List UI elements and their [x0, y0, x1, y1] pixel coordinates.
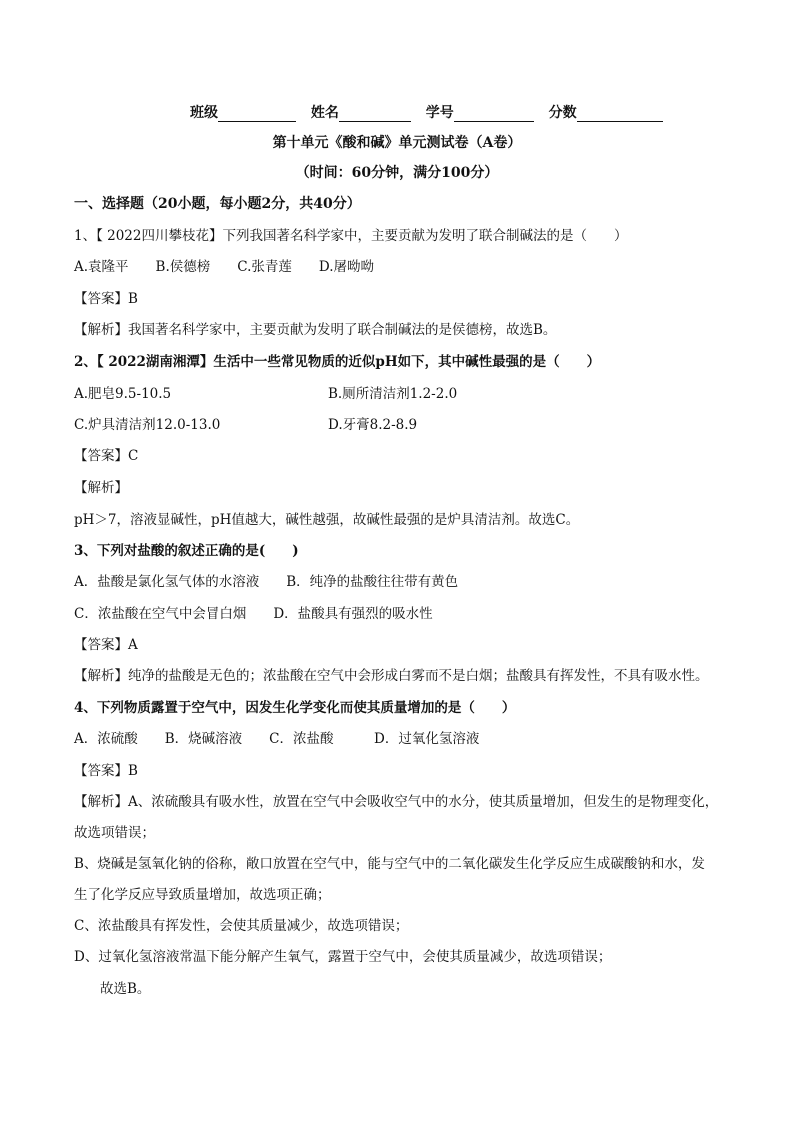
q2-answer: 【答案】C [74, 448, 139, 464]
q3-options-ab: A．盐酸是氯化氢气体的水溶液 B．纯净的盐酸往往带有黄色 [74, 574, 459, 590]
score-blank[interactable] [577, 105, 663, 122]
name-label: 姓名 [310, 105, 339, 121]
q4-stem: 4、下列物质露置于空气中，因发生化学变化而使其质量增加的是（ ） [74, 700, 516, 716]
q2-analysis: pH＞7，溶液显碱性，pH值越大，碱性越强，故碱性最强的是炉具清洁剂。故选C。 [74, 512, 580, 528]
q2-analysis-label: 【解析】 [74, 480, 128, 496]
q4-options: A．浓硫酸 B．烧碱溶液 C．浓盐酸 D．过氧化氢溶液 [74, 731, 480, 747]
q1-answer: 【答案】B [74, 291, 138, 307]
q2-options-row1 [74, 384, 744, 404]
class-label: 班级 [190, 105, 218, 121]
q3-answer: 【答案】A [74, 637, 138, 653]
q2-option-b: B.厕所清洁剂1.2-2.0 [328, 386, 458, 402]
q4-analysis-b-line1: B、烧碱是氢氧化钠的俗称，敞口放置在空气中，能与空气中的二氧化碳发生化学反应生成碳酸钠和水，发 [74, 856, 705, 872]
q1-options: A.袁隆平 B.侯德榜 C.张青莲 D.屠呦呦 [74, 259, 375, 275]
q4-conclusion: 故选B。 [100, 981, 151, 997]
q2-option-d: D.牙膏8.2-8.9 [328, 417, 418, 433]
q4-analysis-a-line2: 故选项错误； [74, 825, 155, 841]
q4-analysis-a-line1: 【解析】A、浓硫酸具有吸水性，放置在空气中会吸收空气中的水分，使其质量增加，但发生的是物理变化， [74, 794, 719, 810]
q4-answer: 【答案】B [74, 763, 138, 779]
student-info-line [190, 102, 663, 122]
name-blank[interactable] [339, 105, 411, 122]
q4-analysis-b-line2: 生了化学反应导致质量增加，故选项正确； [74, 887, 331, 903]
q1-stem: 1、【 2022四川攀枝花】下列我国著名科学家中，主要贡献为发明了联合制碱法的是（ ） [74, 228, 628, 244]
section-heading: 一、选择题（20小题，每小题2分，共40分） [74, 196, 361, 212]
id-blank[interactable] [454, 105, 534, 122]
q3-stem: 3、下列对盐酸的叙述正确的是( ) [74, 543, 299, 559]
q1-analysis: 【解析】我国著名科学家中，主要贡献为发明了联合制碱法的是侯德榜，故选B。 [74, 322, 557, 338]
q4-analysis-c: C、浓盐酸具有挥发性，会使其质量减少，故选项错误； [74, 918, 409, 934]
exam-title: 第十单元《酸和碱》单元测试卷（A卷） [272, 135, 522, 151]
id-label: 学号 [425, 105, 454, 121]
q3-analysis: 【解析】纯净的盐酸是无色的；浓盐酸在空气中会形成白雾而不是白烟；盐酸具有挥发性，不具有吸水性。 [74, 668, 709, 684]
q4-analysis-d: D、过氧化氢溶液常温下能分解产生氧气，露置于空气中，会使其质量减少，故选项错误； [74, 949, 612, 965]
q2-stem: 2、【 2022湖南湘潭】生活中一些常见物质的近似pH如下，其中碱性最强的是（ ） [74, 354, 601, 370]
q2-options-row2 [74, 415, 744, 435]
q2-option-a: A.肥皂9.5-10.5 [74, 386, 172, 402]
score-label: 分数 [548, 105, 577, 121]
q3-options-cd: C．浓盐酸在空气中会冒白烟 D．盐酸具有强烈的吸水性 [74, 606, 433, 622]
class-blank[interactable] [218, 105, 296, 122]
q2-option-c: C.炉具清洁剂12.0-13.0 [74, 417, 221, 433]
exam-subtitle: （时间：60分钟，满分100分） [295, 165, 499, 181]
